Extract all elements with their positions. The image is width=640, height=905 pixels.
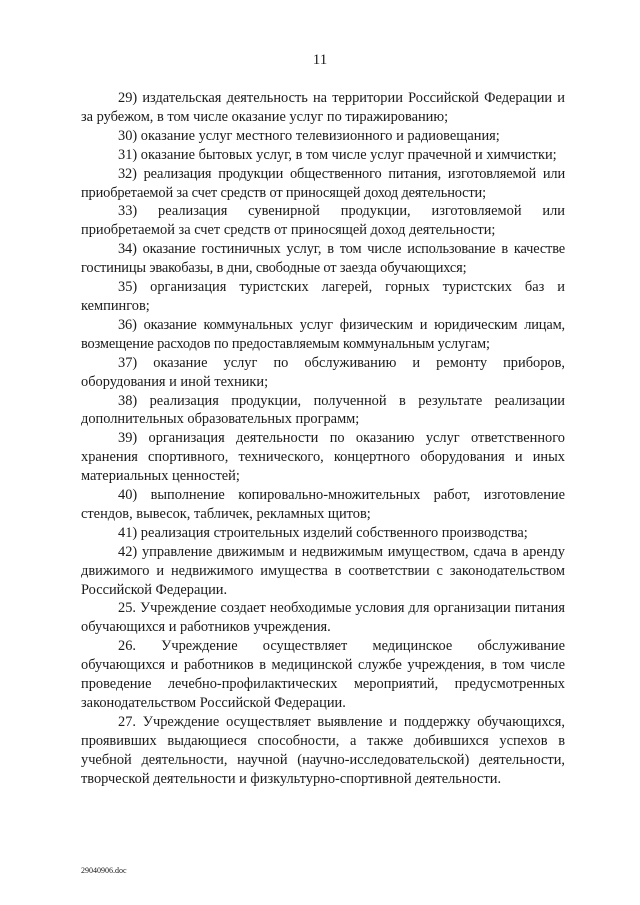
paragraph-item-39: 39) организация деятельности по оказанию услуг ответственного хранения спортивного, технического, концертного оборудования и иных материальных ценностей; xyxy=(81,430,565,485)
footer-filename: 29040906.doc xyxy=(81,866,127,875)
section-paragraph-26: 26. Учреждение осуществляет медицинское обслуживание обучающихся и работников в медицинской службе учреждения, в том числе проведение лечебно-профилактических мероприятий, предусмотренных законодательством Российской Федерации. xyxy=(81,638,565,711)
paragraph-item-36: 36) оказание коммунальных услуг физическим и юридическим лицам, возмещение расходов по предоставляемым коммунальным услугам; xyxy=(81,316,565,352)
paragraph-item-30: 30) оказание услуг местного телевизионного и радиовещания; xyxy=(118,127,500,144)
paragraph-item-40: 40) выполнение копировально-множительных работ, изготовление стендов, вывесок, табличек, рекламных щитов; xyxy=(81,487,565,522)
page-number: 11 xyxy=(312,52,328,68)
paragraph-item-35: 35) организация туристских лагерей, горных туристских баз и кемпингов; xyxy=(81,279,565,314)
paragraph-item-41: 41) реализация строительных изделий собственного производства; xyxy=(118,524,528,541)
paragraph-item-33: 33) реализация сувенирной продукции, изготовляемой или приобретаемой за счет средств от приносящей доход деятельности; xyxy=(81,203,565,239)
section-paragraph-25: 25. Учреждение создает необходимые условия для организации питания обучающихся и работников учреждения. xyxy=(81,600,565,636)
section-paragraph-27: 27. Учреждение осуществляет выявление и поддержку обучающихся, проявивших выдающиеся способности, а также добившихся успехов в учебной деятельности, научной (научно-исследовательской) деятельности, творческой деятельности и физкультурно-спортивной деятельности. xyxy=(81,713,565,787)
paragraph-item-31: 31) оказание бытовых услуг, в том числе услуг прачечной и химчистки; xyxy=(118,146,557,163)
paragraph-item-37: 37) оказание услуг по обслуживанию и ремонту приборов, оборудования и иной техники; xyxy=(81,354,565,390)
paragraph-item-34: 34) оказание гостиничных услуг, в том числе использование в качестве гостиницы эвакобазы, в дни, свободные от заезда обучающихся; xyxy=(81,241,565,277)
paragraph-item-38: 38) реализация продукции, полученной в результате реализации дополнительных образовательных программ; xyxy=(81,392,565,428)
paragraph-item-42: 42) управление движимым и недвижимым имуществом, сдача в аренду движимого и недвижимого имущества в соответствии с законодательством Российской Федерации. xyxy=(81,543,565,598)
document-body xyxy=(81,89,565,789)
paragraph-item-32: 32) реализация продукции общественного питания, изготовляемой или приобретаемой за счет средств от приносящей доход деятельности; xyxy=(81,165,565,201)
paragraph-item-29: 29) издательская деятельность на территории Российской Федерации и за рубежом, в том числе оказание услуг по тиражированию; xyxy=(81,90,565,125)
